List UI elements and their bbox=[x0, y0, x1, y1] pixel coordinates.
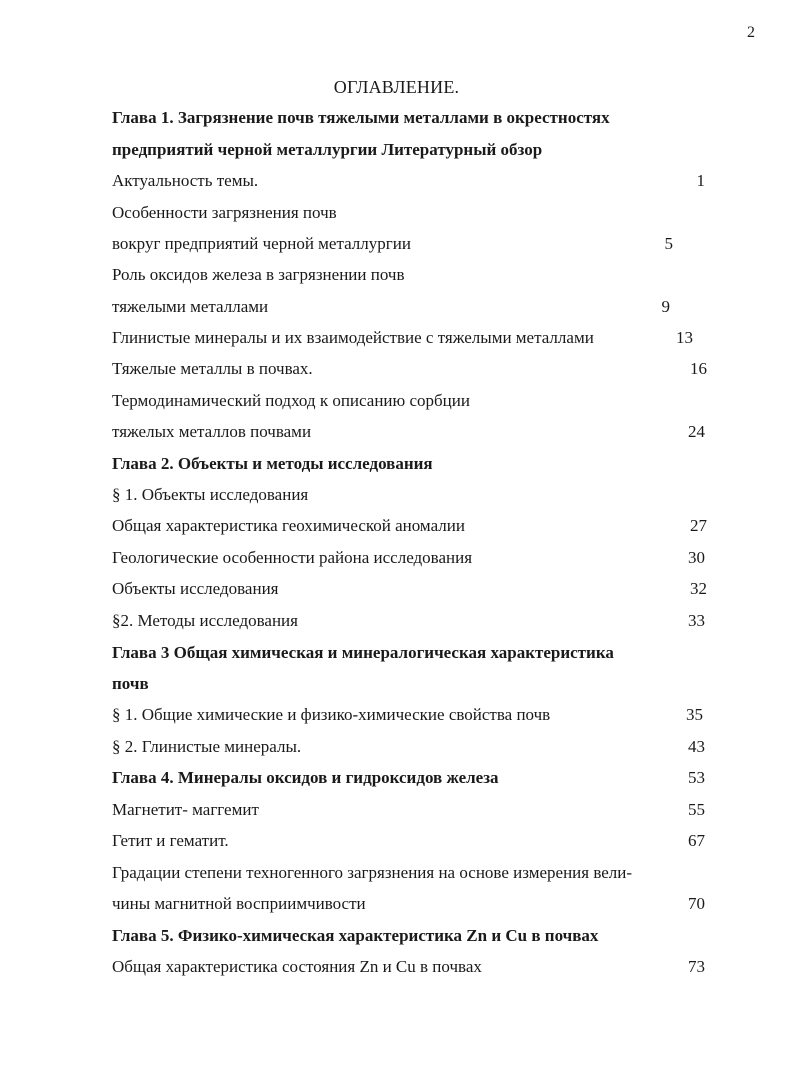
toc-page-27: 73 bbox=[688, 957, 705, 976]
toc-line-20: § 2. Глинистые минералы. bbox=[112, 737, 302, 756]
toc-page-4: 5 bbox=[664, 234, 673, 253]
toc-line-4: вокруг предприятий черной металлургии bbox=[112, 234, 411, 253]
toc-page-19: 35 bbox=[686, 705, 703, 724]
toc-line-3: Особенности загрязнения почв bbox=[112, 203, 337, 222]
toc-line-18: почв bbox=[112, 674, 149, 693]
toc-line-19: § 1. Общие химические и физико-химические свойства почв bbox=[112, 705, 551, 724]
toc-line-13: Общая характеристика геохимической аномалии bbox=[112, 516, 465, 535]
toc-line-14: Геологические особенности района исследования bbox=[112, 548, 473, 567]
toc-line-5: Роль оксидов железа в загрязнении почв bbox=[112, 265, 405, 284]
toc-page-25: 70 bbox=[688, 894, 705, 913]
toc-line-26: Глава 5. Физико-химическая характеристика Zn и Cu в почвах bbox=[112, 926, 599, 945]
toc-line-11: Глава 2. Объекты и методы исследования bbox=[112, 454, 433, 473]
toc-line-15: Объекты исследования bbox=[112, 579, 279, 598]
toc-line-10: тяжелых металлов почвами bbox=[112, 422, 312, 441]
toc-title: ОГЛАВЛЕНИЕ. bbox=[333, 77, 460, 97]
toc-page-15: 32 bbox=[690, 579, 707, 598]
toc-page-21: 53 bbox=[688, 768, 705, 787]
toc-line-8: Тяжелые металлы в почвах. bbox=[112, 359, 313, 378]
toc-line-6: тяжелыми металлами bbox=[112, 297, 269, 316]
toc-page-7: 13 bbox=[676, 328, 693, 347]
toc-line-1: предприятий черной металлургии Литературный обзор bbox=[112, 140, 543, 159]
toc-line-0: Глава 1. Загрязнение почв тяжелыми металлами в окрестностях bbox=[112, 108, 610, 127]
toc-line-24: Градации степени техногенного загрязнения на основе измерения вели- bbox=[112, 863, 633, 882]
toc-page-13: 27 bbox=[690, 516, 707, 535]
toc-page-14: 30 bbox=[688, 548, 705, 567]
toc-line-21: Глава 4. Минералы оксидов и гидроксидов железа bbox=[112, 768, 499, 787]
toc-line-17: Глава 3 Общая химическая и минералогическая характеристика bbox=[112, 643, 614, 662]
toc-page-22: 55 bbox=[688, 800, 705, 819]
toc-line-16: §2. Методы исследования bbox=[112, 611, 298, 630]
toc-line-27: Общая характеристика состояния Zn и Cu в почвах bbox=[112, 957, 482, 976]
toc-line-25: чины магнитной восприимчивости bbox=[112, 894, 366, 913]
toc-page-10: 24 bbox=[688, 422, 705, 441]
toc-line-7: Глинистые минералы и их взаимодействие с тяжелыми металлами bbox=[112, 328, 594, 347]
toc-page-16: 33 bbox=[688, 611, 705, 630]
toc-line-2: Актуальность темы. bbox=[112, 171, 259, 190]
page-number: 2 bbox=[747, 24, 755, 41]
toc-line-22: Магнетит- маггемит bbox=[112, 800, 259, 819]
toc-line-12: § 1. Объекты исследования bbox=[112, 485, 309, 504]
toc-line-23: Гетит и гематит. bbox=[112, 831, 229, 850]
toc-page-20: 43 bbox=[688, 737, 705, 756]
toc-line-9: Термодинамический подход к описанию сорбции bbox=[112, 391, 470, 410]
toc-page-6: 9 bbox=[661, 297, 670, 316]
toc-page-2: 1 bbox=[696, 171, 705, 190]
toc-page-23: 67 bbox=[688, 831, 705, 850]
toc-page-8: 16 bbox=[690, 359, 707, 378]
